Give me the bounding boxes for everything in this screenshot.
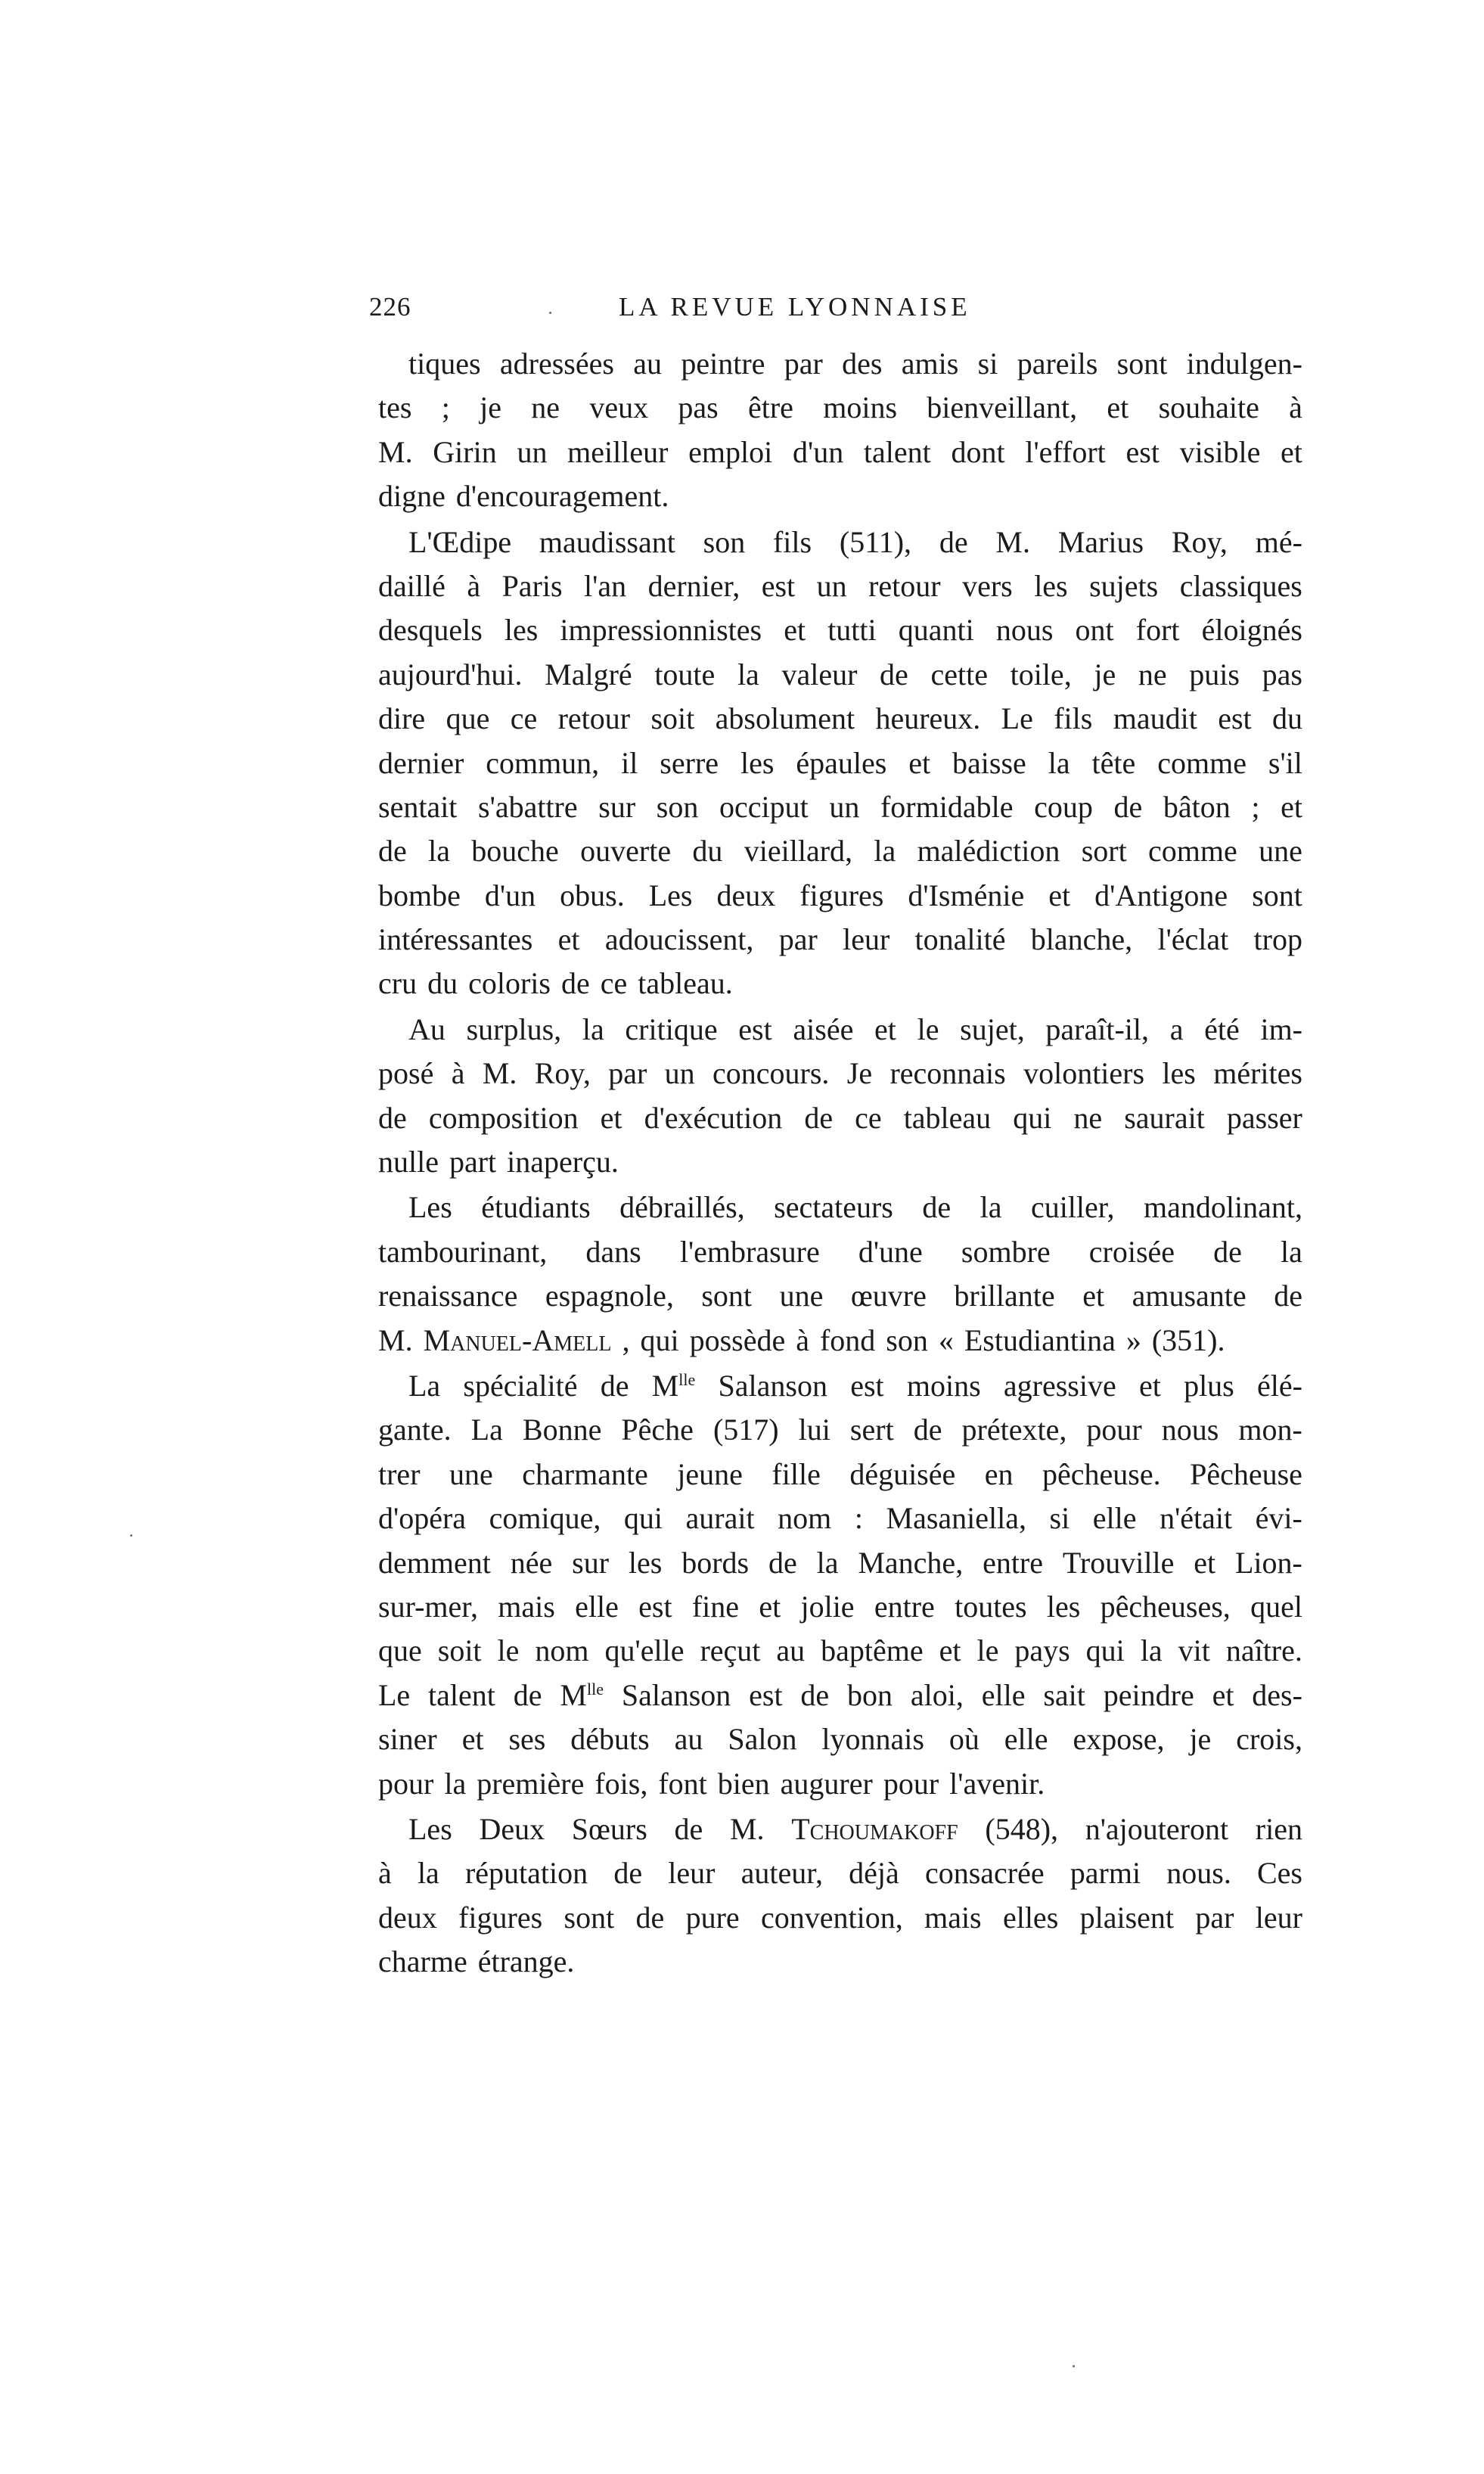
text-line: d'opéra comique, qui aurait nom : Masaniella, si elle n'était évi- [378,1501,1302,1536]
text-line: tiques adressées au peintre par des amis si pareils sont indulgen- [408,347,1302,381]
text-line: de la bouche ouverte du vieillard, la malédiction sort comme une [378,834,1302,869]
paragraph-list [378,342,1302,1985]
paragraph [378,1364,1302,1806]
paragraph-gap [378,1984,1302,1985]
text-line: M. Girin un meilleur emploi d'un talent dont l'effort est visible et [378,434,1302,469]
text-line: sur-mer, mais elle est fine et jolie entre toutes les pêcheuses, quel [378,1589,1302,1624]
text-line: demment née sur les bords de la Manche, entre Trouville et Lion- [378,1545,1302,1580]
text-line: charme étrange. [378,1944,575,1979]
text-line: desquels les impressionnistes et tutti quanti nous ont fort éloignés [378,613,1302,648]
text-line: daillé à Paris l'an dernier, est un retour vers les sujets classiques [378,568,1302,603]
text-line: digne d'encouragement. [378,479,669,514]
running-title: LA REVUE LYONNAISE [619,292,971,322]
text-line: M. Manuel-Amell , qui possède à fond son « Estudiantina » (351). [378,1322,1225,1357]
text-line: trer une charmante jeune fille déguisée en pêcheuse. Pêcheuse [378,1456,1302,1491]
text-line: renaissance espagnole, sont une œuvre brillante et amusante de [378,1279,1302,1313]
text-line: deux figures sont de pure convention, mais elles plaisent par leur [378,1900,1302,1935]
text-line: gante. La Bonne Pêche (517) lui sert de prétexte, pour nous mon- [378,1413,1302,1447]
scan-speck [1073,2365,1075,2367]
text-line: que soit le nom qu'elle reçut au baptême et le pays qui la vit naître. [378,1633,1302,1668]
text-line: sentait s'abattre sur son occiput un formidable coup de bâton ; et [378,789,1302,824]
scan-speck [549,312,551,314]
text-line: bombe d'un obus. Les deux figures d'Isménie et d'Antigone sont [378,878,1302,912]
text-line: Les Deux Sœurs de M. Tchoumakoff (548), n'ajouteront rien [408,1811,1302,1846]
text-line: dire que ce retour soit absolument heureux. Le fils maudit est du [378,701,1302,736]
paragraph [378,1807,1302,1984]
text-line: pour la première fois, font bien augurer pour l'avenir. [378,1766,1045,1801]
text-line: nulle part inaperçu. [378,1145,619,1180]
text-line: Les étudiants débraillés, sectateurs de la cuiller, mandolinant, [408,1190,1302,1225]
text-line: dernier commun, il serre les épaules et baisse la tête comme s'il [378,745,1302,780]
text-line: L'Œdipe maudissant son fils (511), de M. Marius Roy, mé- [408,524,1302,559]
page-number: 226 [369,292,411,322]
text-line: tes ; je ne veux pas être moins bienveillant, et souhaite à [378,390,1302,425]
page-header [369,292,1315,337]
text-line: posé à M. Roy, par un concours. Je reconnais volontiers les mérites [378,1056,1302,1091]
text-line: de composition et d'exécution de ce tableau qui ne saurait passer [378,1100,1302,1135]
text-line: Le talent de $M^{lle}$ Salanson est de bon aloi, elle sait peindre et des- [378,1677,1302,1712]
text-line: tambourinant, dans l'embrasure d'une sombre croisée de la [378,1234,1302,1269]
text-line: siner et ses débuts au Salon lyonnais où elle expose, je crois, [378,1722,1302,1757]
text-line: intéressantes et adoucissent, par leur tonalité blanche, l'éclat trop [378,922,1302,957]
scan-speck [130,1534,132,1537]
paragraph [378,1186,1302,1363]
paragraph [378,1008,1302,1185]
text-line: aujourd'hui. Malgré toute la valeur de cette toile, je ne puis pas [378,657,1302,692]
paragraph [378,342,1302,519]
text-line: à la réputation de leur auteur, déjà consacrée parmi nous. Ces [378,1856,1302,1891]
article-body [378,342,1302,1985]
text-line: La spécialité de $M^{lle}$ Salanson est moins agressive et plus élé- [408,1368,1302,1403]
paragraph [378,521,1302,1006]
text-line: cru du coloris de ce tableau. [378,966,733,1001]
text-line: Au surplus, la critique est aisée et le sujet, paraît-il, a été im- [408,1012,1302,1046]
